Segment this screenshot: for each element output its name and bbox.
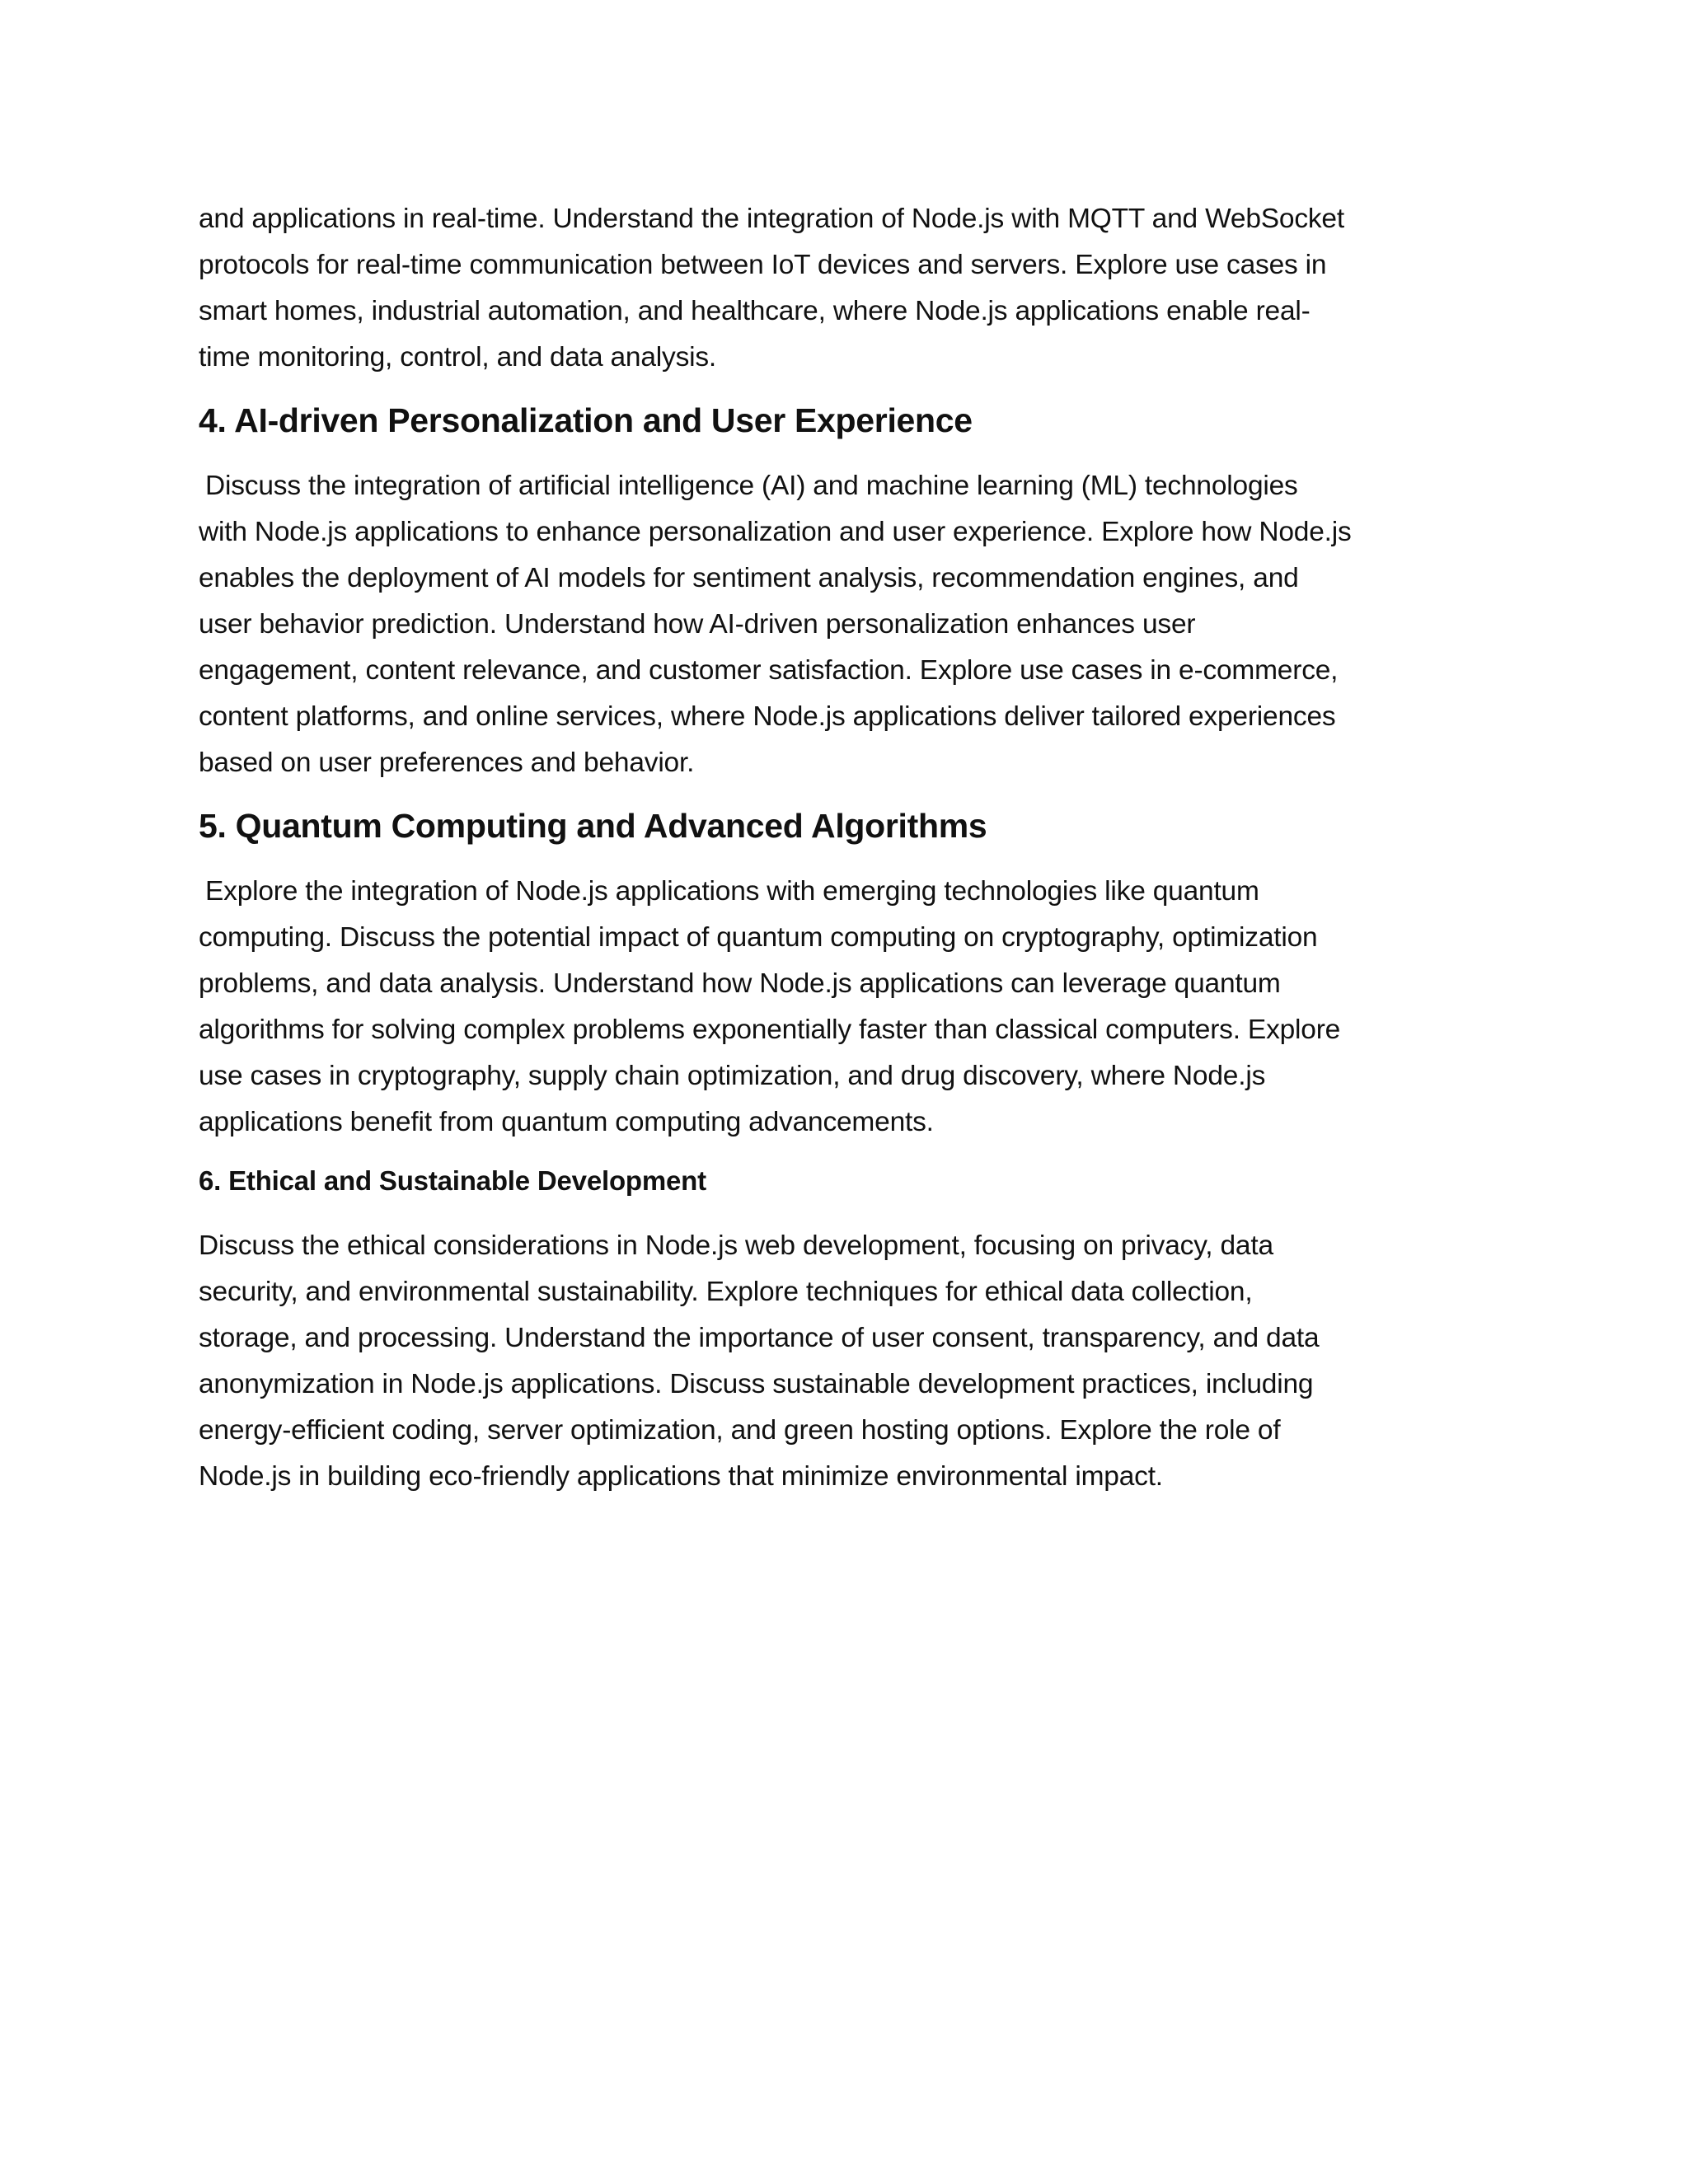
document-content xyxy=(199,196,1497,1500)
paragraph-line: with Node.js applications to enhance personalization and user experience. Explore how Node.js xyxy=(199,517,1352,547)
paragraph-line: security, and environmental sustainability. Explore techniques for ethical data collection, xyxy=(199,1277,1253,1307)
section-4-paragraph xyxy=(199,463,1497,786)
paragraph-line: content platforms, and online services, where Node.js applications deliver tailored experiences xyxy=(199,701,1336,732)
paragraph-line: based on user preferences and behavior. xyxy=(199,748,695,778)
paragraph-line: Explore the integration of Node.js applications with emerging technologies like quantum xyxy=(205,876,1259,907)
paragraph-line: applications benefit from quantum computing advancements. xyxy=(199,1107,934,1137)
paragraph-line: Discuss the ethical considerations in Node.js web development, focusing on privacy, data xyxy=(199,1230,1273,1261)
paragraph-line: computing. Discuss the potential impact of quantum computing on cryptography, optimization xyxy=(199,922,1318,953)
section-5-heading: 5. Quantum Computing and Advanced Algorithms xyxy=(199,807,987,845)
paragraph-line: user behavior prediction. Understand how AI-driven personalization enhances user xyxy=(199,609,1196,640)
paragraph-line: engagement, content relevance, and customer satisfaction. Explore use cases in e-commerce, xyxy=(199,655,1339,686)
paragraph-line: enables the deployment of AI models for sentiment analysis, recommendation engines, and xyxy=(199,563,1299,593)
paragraph-line: protocols for real-time communication between IoT devices and servers. Explore use cases in xyxy=(199,250,1327,280)
section-6-heading: 6. Ethical and Sustainable Development xyxy=(199,1165,706,1196)
paragraph-line: smart homes, industrial automation, and healthcare, where Node.js applications enable real- xyxy=(199,296,1311,326)
section-5-paragraph xyxy=(199,869,1497,1146)
paragraph-line: storage, and processing. Understand the importance of user consent, transparency, and data xyxy=(199,1323,1320,1353)
paragraph-line: time monitoring, control, and data analysis. xyxy=(199,342,717,373)
continuation-paragraph xyxy=(199,196,1497,381)
paragraph-line: and applications in real-time. Understand the integration of Node.js with MQTT and WebSocket xyxy=(199,204,1344,234)
paragraph-line: problems, and data analysis. Understand how Node.js applications can leverage quantum xyxy=(199,968,1281,999)
paragraph-line: algorithms for solving complex problems exponentially faster than classical computers. Explore xyxy=(199,1015,1341,1045)
section-4-heading: 4. AI-driven Personalization and User Experience xyxy=(199,401,973,439)
paragraph-line: anonymization in Node.js applications. Discuss sustainable development practices, including xyxy=(199,1369,1314,1399)
section-6-paragraph xyxy=(199,1223,1497,1500)
paragraph-line: Discuss the integration of artificial intelligence (AI) and machine learning (ML) technologies xyxy=(205,471,1298,501)
paragraph-line: Node.js in building eco-friendly applications that minimize environmental impact. xyxy=(199,1461,1163,1492)
paragraph-line: energy-efficient coding, server optimization, and green hosting options. Explore the role of xyxy=(199,1415,1281,1446)
paragraph-line: use cases in cryptography, supply chain optimization, and drug discovery, where Node.js xyxy=(199,1061,1266,1091)
